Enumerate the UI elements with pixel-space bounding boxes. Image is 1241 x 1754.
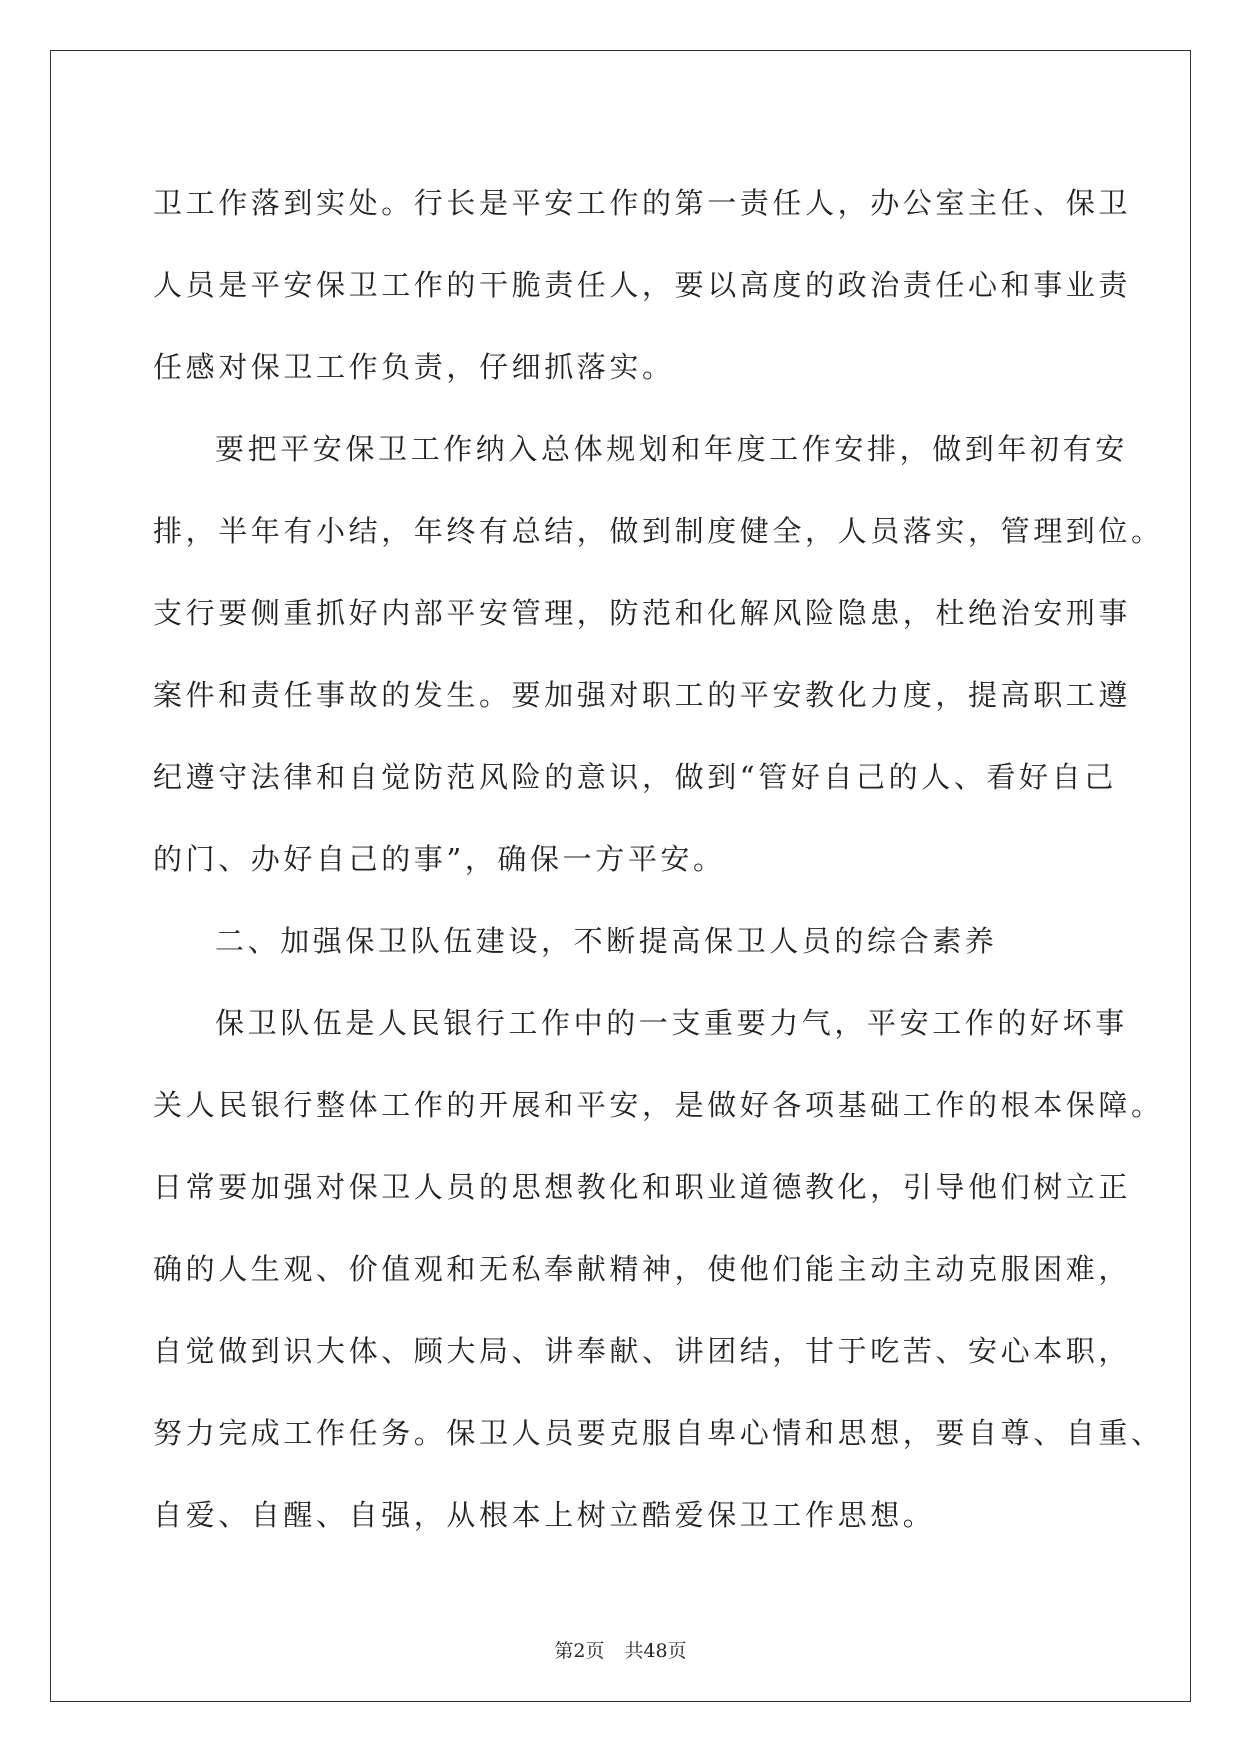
text-line: 案件和责任事故的发生。要加强对职工的平安教化力度，提高职工遵	[153, 678, 1132, 712]
document-body	[153, 162, 1164, 1556]
text-line: 二、加强保卫队伍建设，不断提高保卫人员的综合素养	[215, 924, 998, 958]
text-line: 自爱、自醒、自强，从根本上树立酷爱保卫工作思想。	[153, 1498, 936, 1532]
text-line: 纪遵守法律和自觉防范风险的意识，做到“管好自己的人、看好自己	[153, 760, 1117, 794]
text-line: 努力完成工作任务。保卫人员要克服自卑心情和思想，要自尊、自重、	[153, 1416, 1164, 1450]
text-line: 保卫队伍是人民银行工作中的一支重要力气，平安工作的好坏事	[215, 1006, 1128, 1040]
page-footer	[0, 1636, 1241, 1663]
text-line: 的门、办好自己的事”，确保一方平安。	[153, 842, 726, 876]
text-line: 卫工作落到实处。行长是平安工作的第一责任人，办公室主任、保卫	[153, 186, 1132, 220]
text-line: 要把平安保卫工作纳入总体规划和年度工作安排，做到年初有安	[215, 432, 1128, 466]
page-number-current: 第2页	[554, 1640, 605, 1662]
text-line: 确的人生观、价值观和无私奉献精神，使他们能主动主动克服困难，	[153, 1252, 1132, 1286]
text-line: 自觉做到识大体、顾大局、讲奉献、讲团结，甘于吃苦、安心本职，	[153, 1334, 1132, 1368]
text-line: 日常要加强对保卫人员的思想教化和职业道德教化，引导他们树立正	[153, 1170, 1132, 1204]
page-number-total: 共48页	[624, 1640, 687, 1662]
text-line: 任感对保卫工作负责，仔细抓落实。	[153, 350, 675, 384]
text-line: 排，半年有小结，年终有总结，做到制度健全，人员落实，管理到位。	[153, 514, 1164, 548]
text-line: 人员是平安保卫工作的干脆责任人，要以高度的政治责任心和事业责	[153, 268, 1132, 302]
text-line: 支行要侧重抓好内部平安管理，防范和化解风险隐患，杜绝治安刑事	[153, 596, 1132, 630]
text-line: 关人民银行整体工作的开展和平安，是做好各项基础工作的根本保障。	[153, 1088, 1164, 1122]
